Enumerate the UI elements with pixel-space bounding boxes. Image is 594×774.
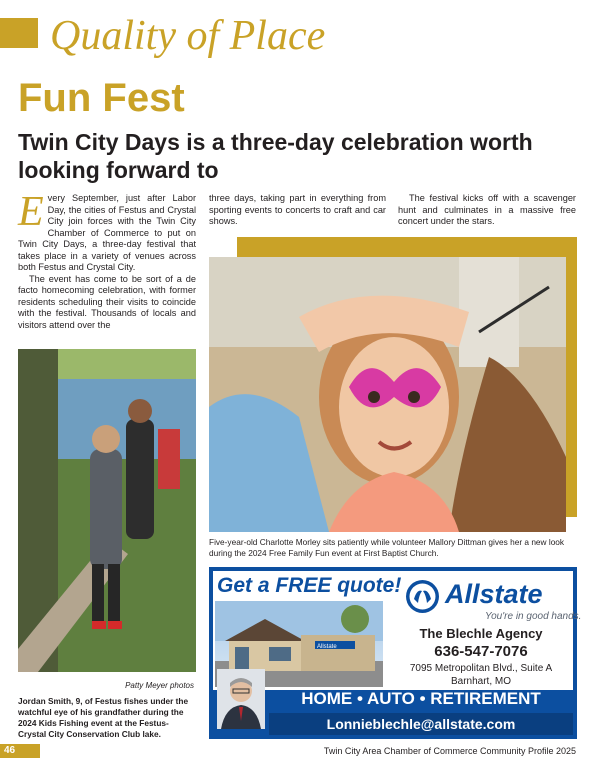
article-paragraph: The event has come to be sort of a de facto homecoming celebration, with former residents scheduling their visits to coincide with the festival. Thousands of locals and visitors attend over the (18, 273, 196, 330)
section-accent-bar (0, 18, 38, 48)
agency-name: The Blechle Agency (419, 626, 543, 641)
article-column-1 (18, 189, 196, 331)
agent-portrait (217, 669, 265, 729)
article-paragraph: three days, taking part in everything from sporting events to concerts to craft and car shows. (209, 193, 386, 226)
agency-address-line2: Barnhart, MO (450, 676, 512, 687)
page-number: 46 (4, 745, 16, 756)
agency-email-link[interactable]: Lonnieblechle@allstate.com (326, 716, 516, 732)
agency-address-line1: 7095 Metropolitan Blvd., Suite A (409, 663, 553, 674)
article-column-2 (209, 193, 386, 228)
ad-white-panel (213, 571, 582, 690)
ad-headline: Get a FREE quote! (217, 574, 402, 597)
drop-cap: E (18, 189, 44, 235)
agency-phone[interactable]: 636-547-7076 (434, 643, 528, 660)
article-column-3 (398, 193, 576, 228)
allstate-advertisement[interactable] (209, 567, 582, 739)
allstate-hands-icon (405, 579, 440, 614)
main-photo-caption: Five-year-old Charlotte Morley sits patiently while volunteer Mallory Dittman gives her a new look during the 2024 Free Family Fun event at First Baptist Church. (209, 537, 565, 558)
photo-credit: Patty Meyer photos (125, 681, 194, 690)
ad-services-line: HOME • AUTO • RETIREMENT (301, 689, 541, 708)
article-subtitle: Twin City Days is a three-day celebration worth looking forward to (18, 129, 533, 183)
article-paragraph: The festival kicks off with a scavenger hunt and culminates in a massive free concert under the stars. (398, 193, 576, 226)
article-title: Fun Fest (18, 76, 185, 120)
section-title: Quality of Place (50, 13, 326, 59)
building-sign-text: Allstate (317, 644, 337, 650)
face-painting-photo (209, 257, 566, 532)
allstate-tagline: You're in good hands. (485, 611, 582, 622)
article-paragraph: very September, just after Labor Day, the cities of Festus and Crystal City join forces with the Twin City Chamber of Commerce to put on Twin City Days, a three-day festival that takes place in a variety of venues across both Festus and Crystal City. (18, 193, 196, 272)
fishing-photo-caption: Jordan Smith, 9, of Festus fishes under the watchful eye of his grandfather during the 2024 Kids Fishing event at the Festus-Crystal City Conservation Club lake. (18, 696, 189, 739)
footer-publication: Twin City Area Chamber of Commerce Community Profile 2025 (323, 746, 576, 756)
allstate-wordmark: Allstate (445, 579, 543, 609)
fishing-photo (18, 349, 196, 672)
